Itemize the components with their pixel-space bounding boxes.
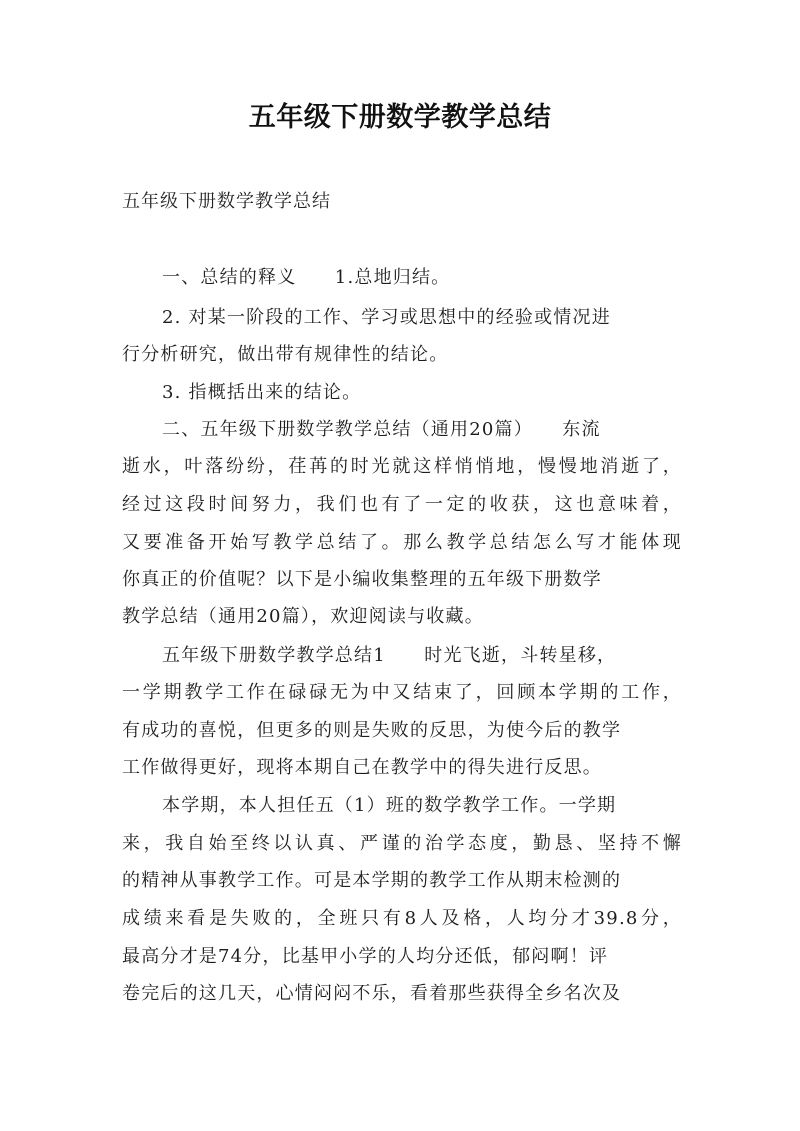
- text-line: 逝水，叶落纷纷，荏苒的时光就这样悄悄地，慢慢地消逝了，: [122, 456, 682, 477]
- document-title: 五年级下册数学教学总结: [248, 102, 552, 133]
- text-line: 行分析研究，做出带有规律性的结论。: [122, 344, 449, 365]
- text-line: 卷完后的这几天，心情闷闷不乐，看着那些获得全乡名次及: [122, 983, 622, 1004]
- text-line: 教学总结（通用20篇），欢迎阅读与收藏。: [122, 606, 484, 627]
- text-line: 本学期，本人担任五（1）班的数学教学工作。一学期: [162, 795, 617, 816]
- text-line: 的精神从事教学工作。可是本学期的教学工作从期末检测的: [122, 870, 622, 891]
- text-line: 2. 对某一阶段的工作、学习或思想中的经验或情况进: [162, 307, 611, 328]
- text-line: 有成功的喜悦，但更多的则是失败的反思，为使今后的教学: [122, 720, 622, 741]
- text-line: 3. 指概括出来的结论。: [162, 382, 362, 403]
- text-line: 你真正的价值呢？以下是小编收集整理的五年级下册数学: [122, 569, 602, 590]
- text-line: 来，我自始至终以认真、严谨的治学态度，勤恳、坚持不懈: [122, 833, 682, 854]
- document-subtitle: 五年级下册数学教学总结: [122, 191, 331, 212]
- text-line: 成绩来看是失败的，全班只有8人及格，人均分才39.8分，: [122, 908, 682, 929]
- text-line: 二、五年级下册数学教学总结（通用20篇） 东流: [162, 419, 601, 440]
- text-line: 五年级下册数学教学总结1 时光飞逝，斗转星移，: [162, 645, 617, 666]
- text-line: 最高分才是74分，比基甲小学的人均分还低，郁闷啊！评: [122, 946, 609, 967]
- text-line: 又要准备开始写教学总结了。那么教学总结怎么写才能体现: [122, 532, 682, 553]
- text-line: 一学期教学工作在碌碌无为中又结束了，回顾本学期的工作，: [122, 682, 682, 703]
- text-line: 经过这段时间努力，我们也有了一定的收获，这也意味着，: [122, 494, 682, 515]
- text-line: 一、总结的释义 1.总地归结。: [162, 267, 451, 288]
- text-line: 工作做得更好，现将本期自己在教学中的得失进行反思。: [122, 757, 602, 778]
